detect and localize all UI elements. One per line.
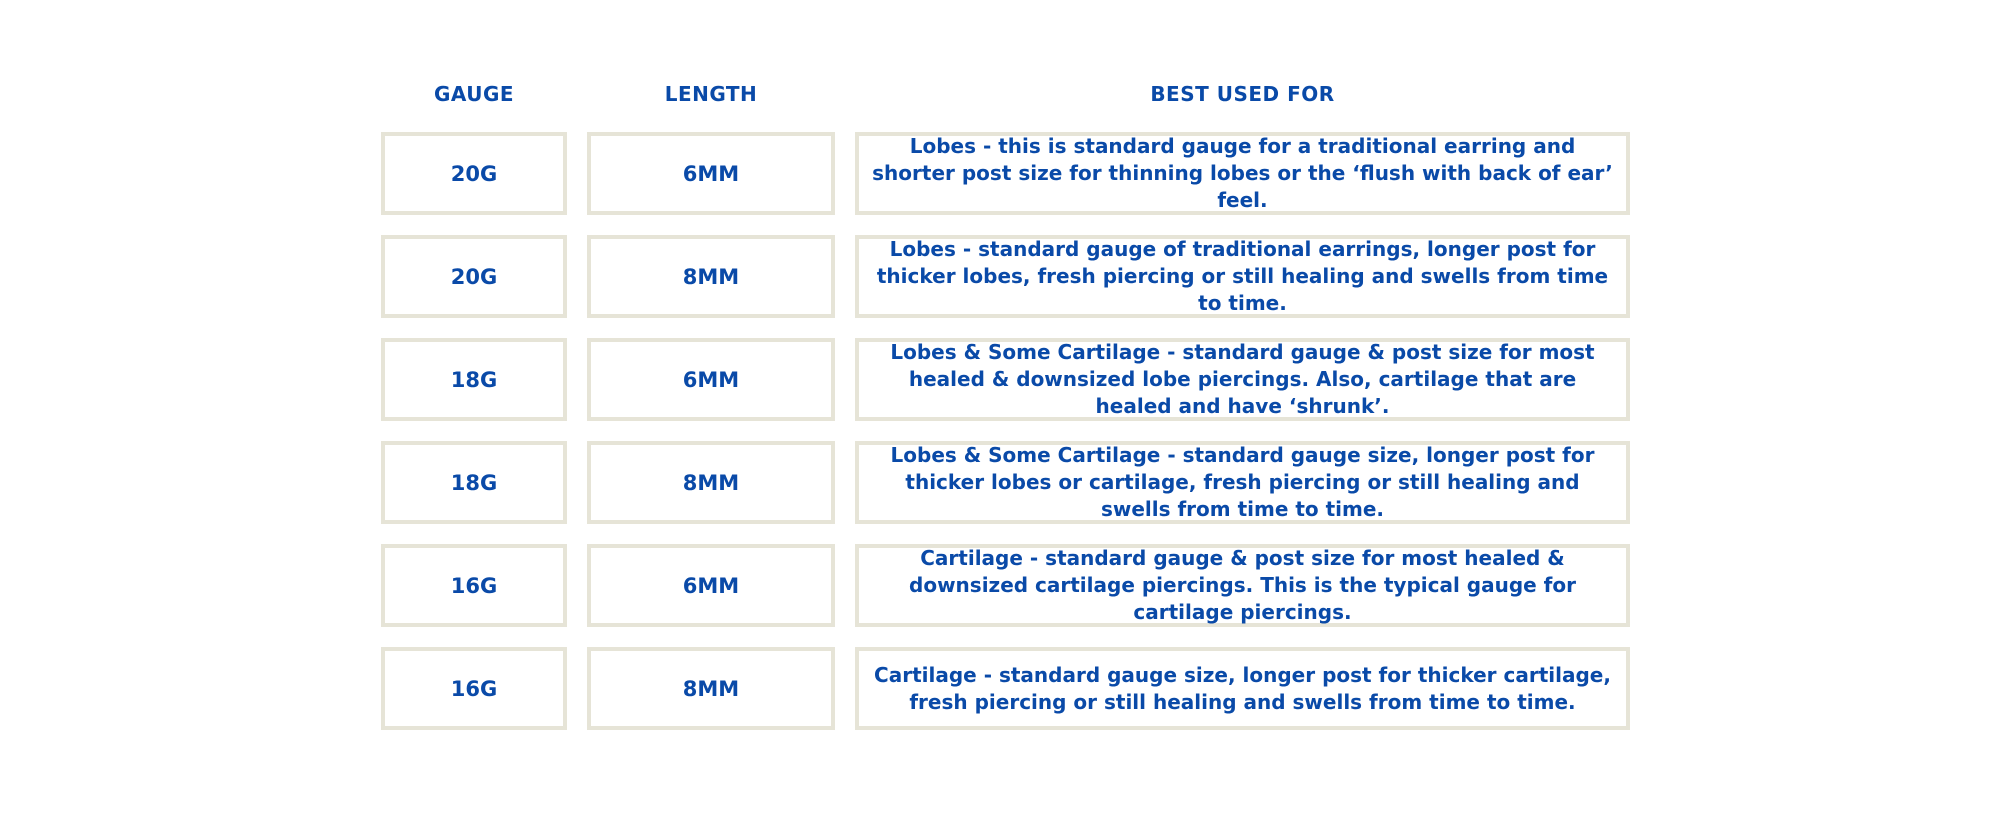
header-gauge: GAUGE <box>433 82 515 106</box>
length-cell: 8MM <box>587 441 835 524</box>
gauge-cell: 18G <box>381 441 567 524</box>
length-cell: 8MM <box>587 647 835 730</box>
table-row <box>381 132 1630 215</box>
gauge-cell: 18G <box>381 338 567 421</box>
best-used-for-cell: Lobes - this is standard gauge for a traditional earring and shorter post size for thinning lobes or the ‘flush with back of ear’ feel. <box>855 132 1630 215</box>
table-header <box>381 0 1630 132</box>
gauge-length-table <box>381 0 1630 750</box>
table-row <box>381 235 1630 318</box>
table-row <box>381 338 1630 421</box>
best-used-for-cell: Lobes & Some Cartilage - standard gauge & post size for most healed & downsized lobe piercings. Also, cartilage that are healed and have ‘shrunk’. <box>855 338 1630 421</box>
table-row <box>381 441 1630 524</box>
gauge-cell: 16G <box>381 647 567 730</box>
gauge-cell: 20G <box>381 235 567 318</box>
gauge-cell: 16G <box>381 544 567 627</box>
gauge-cell: 20G <box>381 132 567 215</box>
length-cell: 6MM <box>587 132 835 215</box>
table-row <box>381 647 1630 730</box>
length-cell: 8MM <box>587 235 835 318</box>
header-length: LENGTH <box>664 82 758 106</box>
header-best-used-for: BEST USED FOR <box>1150 82 1335 106</box>
best-used-for-cell: Cartilage - standard gauge size, longer post for thicker cartilage, fresh piercing or still healing and swells from time to time. <box>855 647 1630 730</box>
table-row <box>381 544 1630 627</box>
length-cell: 6MM <box>587 544 835 627</box>
length-cell: 6MM <box>587 338 835 421</box>
best-used-for-cell: Lobes - standard gauge of traditional earrings, longer post for thicker lobes, fresh piercing or still healing and swells from time to time. <box>855 235 1630 318</box>
best-used-for-cell: Cartilage - standard gauge & post size for most healed & downsized cartilage piercings. This is the typical gauge for cartilage piercings. <box>855 544 1630 627</box>
best-used-for-cell: Lobes & Some Cartilage - standard gauge size, longer post for thicker lobes or cartilage, fresh piercing or still healing and swells from time to time. <box>855 441 1630 524</box>
